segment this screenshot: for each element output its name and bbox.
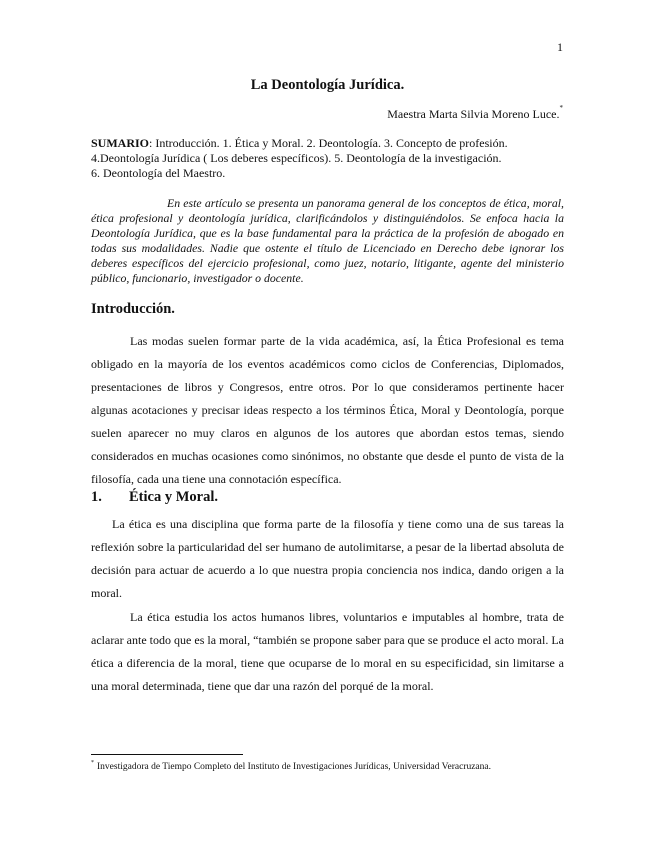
footnote-rule <box>91 754 243 755</box>
page-number: 1 <box>557 40 563 54</box>
author-footnote-mark: * <box>559 104 563 112</box>
section-1-paragraph-1: La ética es una disciplina que forma parte de la filosofía y tiene como una de sus tareas la reflexión sobre la particularidad del ser humano de autolimitarse, a pesar de la libertad absoluta de decisión para actuar de acuerdo a lo que nuestra propia conciencia nos indica, dando origen a la moral. <box>91 517 564 600</box>
summary-line-1: SUMARIO: Introducción. 1. Ética y Moral. 2. Deontología. 3. Concepto de profesión. <box>91 136 508 150</box>
abstract: En este artículo se presenta un panorama general de los conceptos de ética, moral, ética profesional y deontología jurídica, clarificándolos y distinguiéndolos. Se enfoca hacia la Deontología Jurídica, que es la base fundamental para la práctica de la profesión de abogado en todas sus modalidades. Nadie que ostente el título de Licenciado en Derecho debe ignorar los deberes específicos del ejercicio profesional, como juez, notario, litigante, agente del ministerio público, funcionario, investigador o docente. <box>91 196 564 285</box>
summary-label: SUMARIO <box>91 136 150 150</box>
paper-title: La Deontología Jurídica. <box>250 77 405 93</box>
footnote-mark: * <box>91 760 94 766</box>
footnote <box>91 762 571 772</box>
section-1-title: Ética y Moral. <box>129 489 218 505</box>
section-1-heading <box>91 489 218 506</box>
summary-line-3: 6. Deontología del Maestro. <box>91 166 226 180</box>
summary-line-2: 4.Deontología Jurídica ( Los deberes específicos). 5. Deontología de la investigación. <box>91 151 502 165</box>
author-line <box>387 104 563 122</box>
section-1-number: 1. <box>91 489 102 505</box>
author-name: Maestra Marta Silvia Moreno Luce. <box>387 107 560 121</box>
introduction-heading: Introducción. <box>91 301 175 317</box>
section-1-paragraph-2: La ética estudia los actos humanos libres, voluntarios e imputables al hombre, trata de aclarar ante todo que es la moral, “también se propone saber para que se produce el acto moral. La ética a diferencia de la moral, tiene que ocuparse de lo moral en su especificidad, sin limitarse a una moral determinada, tiene que dar una razón del porqué de la moral. <box>91 610 564 693</box>
footnote-text: Investigadora de Tiempo Completo del Instituto de Investigaciones Jurídicas, Universidad Veracruzana. <box>97 762 491 772</box>
summary <box>91 136 564 181</box>
introduction-paragraph: Las modas suelen formar parte de la vida académica, así, la Ética Profesional es tema obligado en la mayoría de los eventos académicos como ciclos de Conferencias, Diplomados, presentaciones de libros y Congresos, entre otros. Por lo que consideramos pertinente hacer algunas acotaciones y precisar ideas respecto a los términos Ética, Moral y Deontología, porque suelen aparecer no muy claros en algunos de los autores que abordan estos temas, siendo considerados en muchas ocasiones como sinónimos, no obstante que desde el punto de vista de la filosofía, cada una tiene una connotación específica. <box>91 334 564 486</box>
